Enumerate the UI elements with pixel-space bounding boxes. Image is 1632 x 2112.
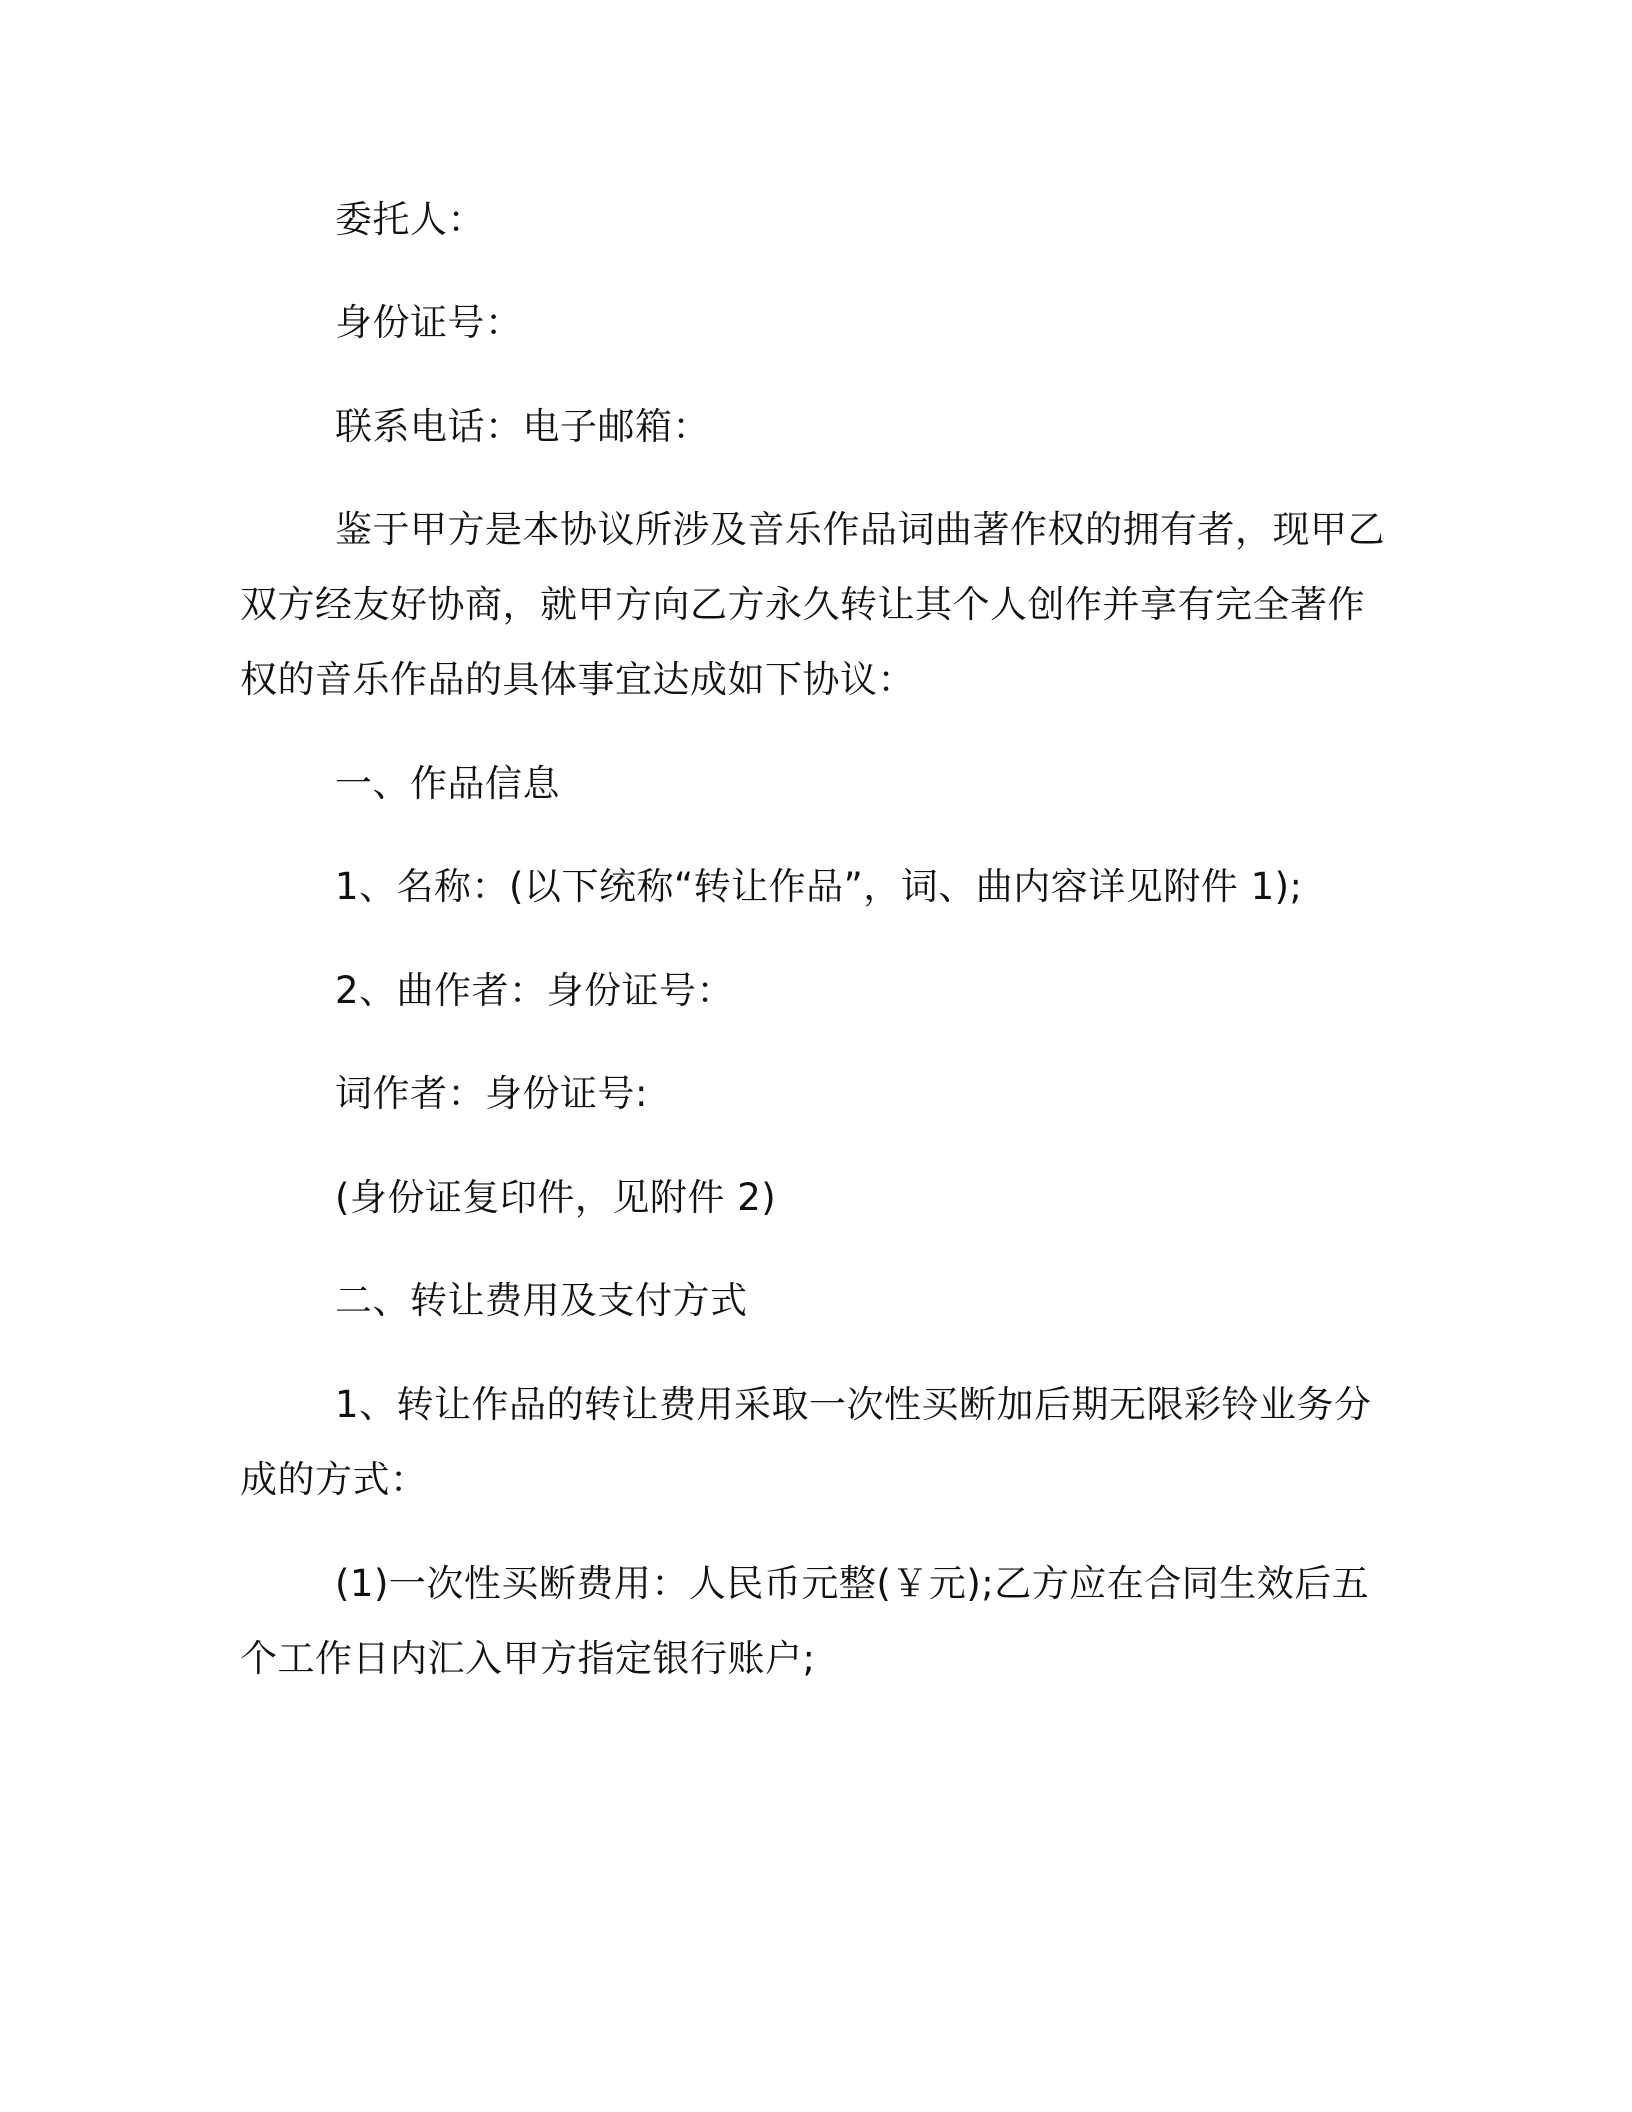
fee-clause-line-2: 成的方式： [240, 1458, 428, 1501]
section-heading-fees: 二、转让费用及支付方式 [335, 1279, 748, 1322]
composer-clause: 2、曲作者：身份证号： [335, 969, 735, 1012]
id-copy-note: (身份证复印件，见附件 2) [335, 1176, 777, 1219]
contact-label: 联系电话：电子邮箱： [335, 405, 710, 448]
buyout-clause-line-2: 个工作日内汇入甲方指定银行账户; [240, 1637, 816, 1680]
preamble-line-3: 权的音乐作品的具体事宜达成如下协议： [240, 658, 915, 701]
preamble-line-2: 双方经友好协商，就甲方向乙方永久转让其个人创作并享有完全著作 [240, 583, 1365, 626]
principal-label: 委托人： [335, 198, 485, 241]
lyricist-clause: 词作者：身份证号: [335, 1072, 648, 1115]
preamble-line-1: 鉴于甲方是本协议所涉及音乐作品词曲著作权的拥有者，现甲乙 [335, 508, 1385, 551]
buyout-clause-line-1: (1)一次性买断费用：人民币元整(￥元);乙方应在合同生效后五 [335, 1562, 1370, 1605]
id-number-label: 身份证号： [335, 301, 523, 344]
fee-clause-line-1: 1、转让作品的转让费用采取一次性买断加后期无限彩铃业务分 [335, 1383, 1372, 1426]
work-name-clause: 1、名称：(以下统称“转让作品”，词、曲内容详见附件 1); [335, 865, 1303, 908]
section-heading-work-info: 一、作品信息 [335, 762, 560, 805]
